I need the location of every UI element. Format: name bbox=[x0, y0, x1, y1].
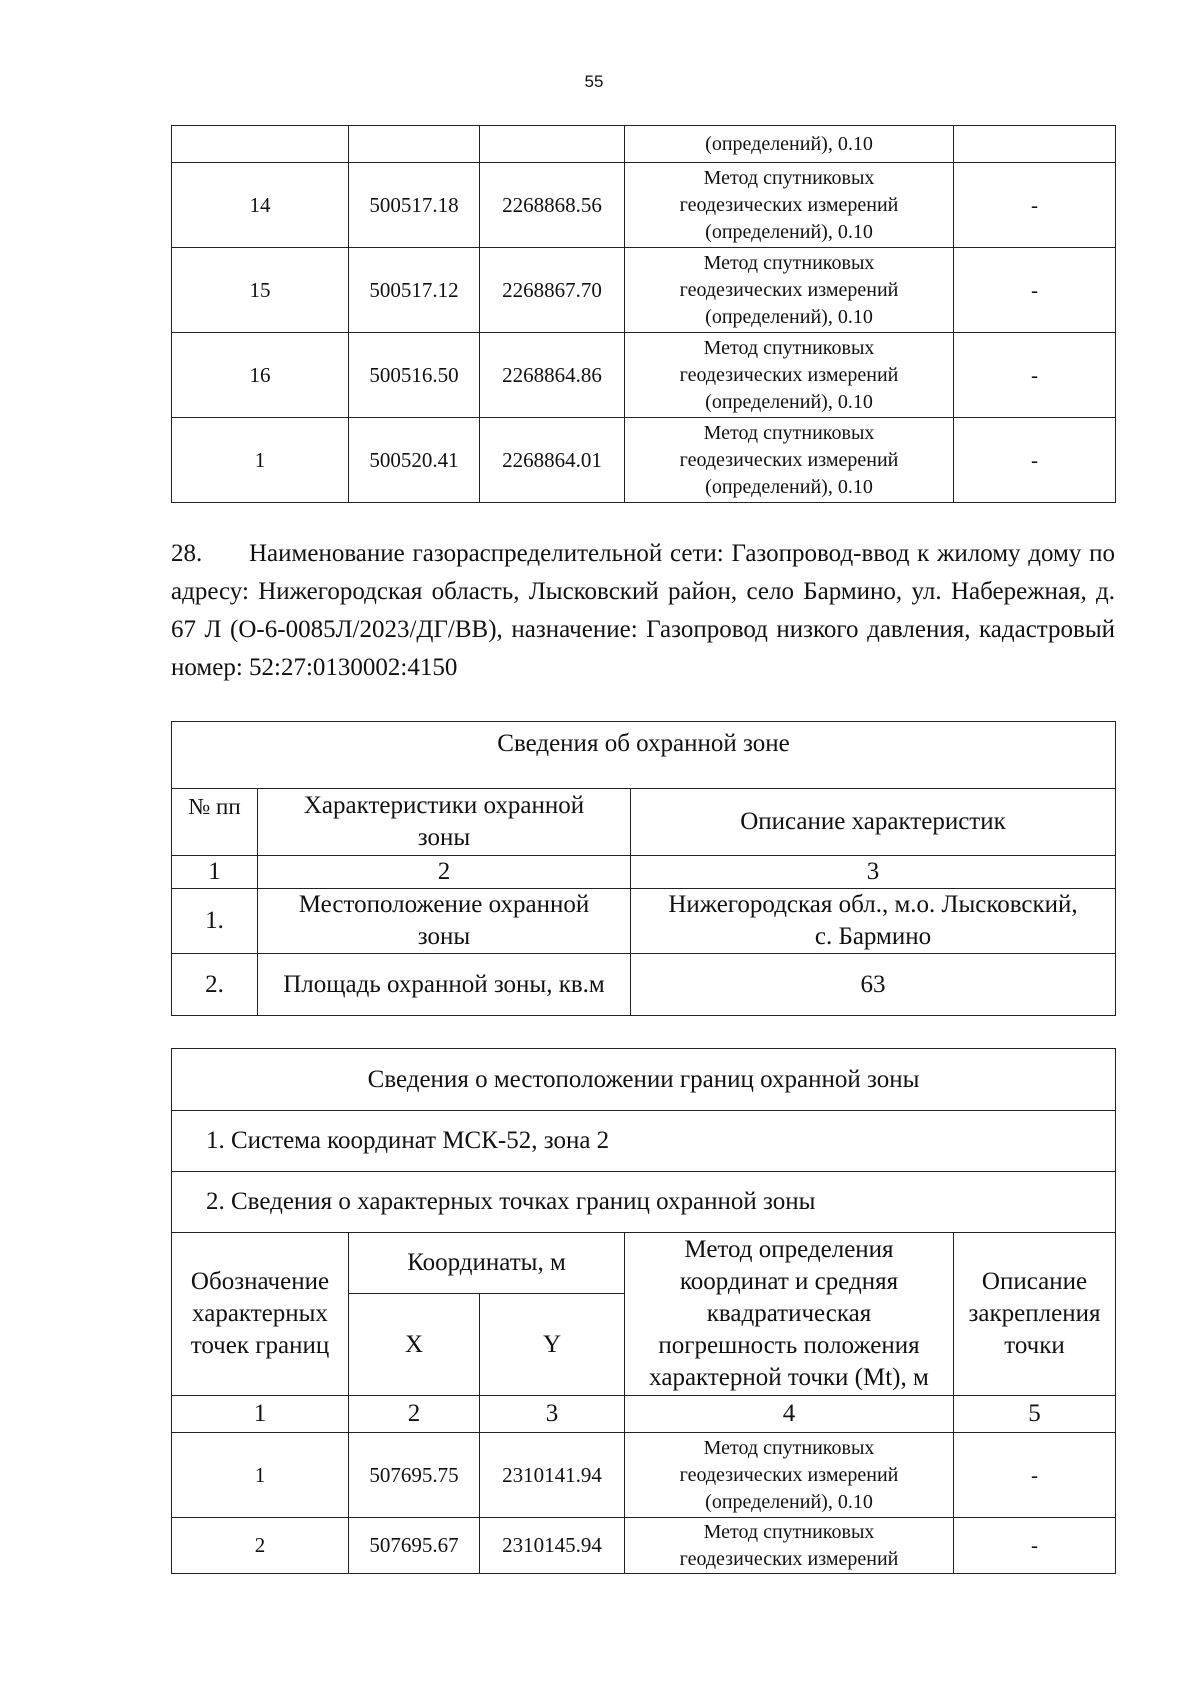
characteristic-value: 63 bbox=[631, 954, 1116, 1016]
points-title: 2. Сведения о характерных точках границ охранной зоны bbox=[172, 1172, 1116, 1233]
header-fixing: Описание закрепления точки bbox=[954, 1233, 1116, 1396]
coordinate-system: 1. Система координат МСК-52, зона 2 bbox=[172, 1111, 1116, 1172]
method-cell: Метод спутниковых геодезических измерений (определений), 0.10 bbox=[625, 163, 954, 248]
point-number: 15 bbox=[172, 248, 349, 333]
zone-boundaries-table bbox=[171, 1048, 1116, 1574]
table-title: Сведения об охранной зоне bbox=[172, 722, 1116, 789]
coord-x: 500517.12 bbox=[349, 248, 480, 333]
table-row bbox=[172, 954, 1116, 1016]
table-row bbox=[172, 418, 1116, 503]
points-title-row bbox=[172, 1172, 1116, 1233]
row-number: 2. bbox=[172, 954, 258, 1016]
coord-y: 2310145.94 bbox=[480, 1518, 625, 1574]
coordinates-table-continued bbox=[171, 125, 1116, 503]
column-numbers-row: 1 2 3 bbox=[172, 856, 1116, 889]
coord-x: 500517.18 bbox=[349, 163, 480, 248]
point-number: 1 bbox=[172, 418, 349, 503]
network-description-paragraph bbox=[171, 535, 1115, 687]
fixing-description: - bbox=[954, 248, 1116, 333]
page-number: 55 bbox=[584, 72, 604, 91]
coordinate-system-row bbox=[172, 1111, 1116, 1172]
method-cell: Метод спутниковых геодезических измерений (определений), 0.10 bbox=[625, 333, 954, 418]
coord-x: 507695.67 bbox=[349, 1518, 480, 1574]
protection-zone-table bbox=[171, 721, 1116, 1016]
table-title: Сведения о местоположении границ охранной зоны bbox=[172, 1049, 1116, 1111]
method-cell: Метод спутниковых геодезических измерений (определений), 0.10 bbox=[625, 248, 954, 333]
row-number: 1. bbox=[172, 889, 258, 954]
table-title-row bbox=[172, 722, 1116, 789]
coord-y: 2268868.56 bbox=[480, 163, 625, 248]
coord-y: 2268864.86 bbox=[480, 333, 625, 418]
table-title-row bbox=[172, 1049, 1116, 1111]
coord-x: 500516.50 bbox=[349, 333, 480, 418]
method-cell: Метод спутниковых геодезических измерений (определений), 0.10 bbox=[625, 1433, 954, 1518]
point-number: 16 bbox=[172, 333, 349, 418]
table-row bbox=[172, 163, 1116, 248]
paragraph-number: 28. bbox=[171, 540, 203, 567]
table-row bbox=[172, 889, 1116, 954]
fixing-description: - bbox=[954, 333, 1116, 418]
fixing-description: - bbox=[954, 163, 1116, 248]
coord-x: 507695.75 bbox=[349, 1433, 480, 1518]
paragraph-text: Наименование газораспределительной сети: Газопровод-ввод к жилому дому по адресу: Нижегородская область, Лысковский район, село Бармино, ул. Набережная, д. 67 Л (О-6-0085Л/2023/ДГ/ВВ), назначение: Газопровод низкого давления, кадастровый номер: 52:27:0130002:4150 bbox=[171, 540, 1115, 681]
coord-x: 500520.41 bbox=[349, 418, 480, 503]
fixing-description: - bbox=[954, 1518, 1116, 1574]
table-row bbox=[172, 126, 1116, 163]
header-designation: Обозначение характерных точек границ bbox=[172, 1233, 349, 1396]
coord-y: 2310141.94 bbox=[480, 1433, 625, 1518]
header-coordinates: Координаты, м bbox=[349, 1233, 625, 1294]
header-row bbox=[172, 1233, 1116, 1294]
table-row bbox=[172, 248, 1116, 333]
coord-y: 2268864.01 bbox=[480, 418, 625, 503]
characteristic: Площадь охранной зоны, кв.м bbox=[258, 954, 631, 1016]
method-cell: Метод спутниковых геодезических измерений (определений), 0.10 bbox=[625, 418, 954, 503]
header-characteristics: Характеристики охранной зоны bbox=[258, 789, 631, 856]
header-x: X bbox=[349, 1294, 480, 1396]
characteristic-value: Нижегородская обл., м.о. Лысковский, с. Бармино bbox=[631, 889, 1116, 954]
table-row bbox=[172, 1433, 1116, 1518]
header-row bbox=[172, 789, 1116, 856]
header-description: Описание характеристик bbox=[631, 789, 1116, 856]
coord-y: 2268867.70 bbox=[480, 248, 625, 333]
table-row bbox=[172, 333, 1116, 418]
header-y: Y bbox=[480, 1294, 625, 1396]
column-numbers-row: 1 2 3 4 5 bbox=[172, 1396, 1116, 1433]
method-cell: (определений), 0.10 bbox=[625, 126, 954, 163]
fixing-description: - bbox=[954, 418, 1116, 503]
fixing-description: - bbox=[954, 1433, 1116, 1518]
table-row bbox=[172, 1518, 1116, 1574]
point-number: 2 bbox=[172, 1518, 349, 1574]
header-method: Метод определения координат и средняя квадратическая погрешность положения характерной точки (Mt), м bbox=[625, 1233, 954, 1396]
point-number: 14 bbox=[172, 163, 349, 248]
characteristic: Местоположение охранной зоны bbox=[258, 889, 631, 954]
header-num: № пп bbox=[172, 789, 258, 856]
point-number: 1 bbox=[172, 1433, 349, 1518]
method-cell: Метод спутниковых геодезических измерений bbox=[625, 1518, 954, 1574]
